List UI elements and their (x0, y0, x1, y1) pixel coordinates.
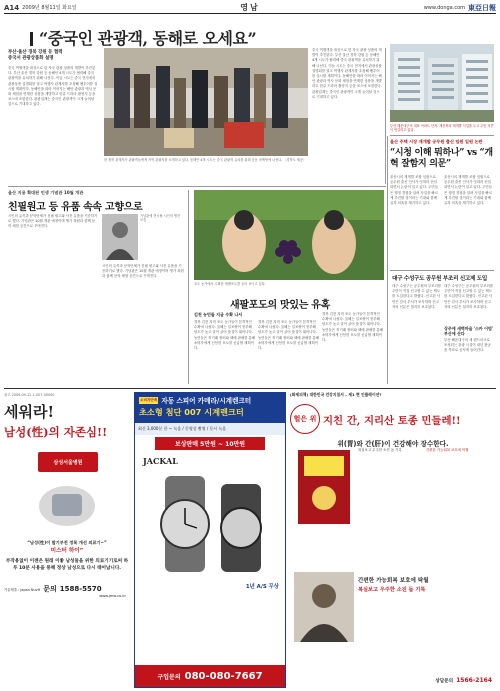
story2-portrait-caption: 기념관에 전시될 시인의 생전 모습 (140, 214, 180, 223)
ad-left-line1: 세워라! (4, 403, 55, 421)
section-name: 영남 (240, 3, 260, 12)
story3-body-a: 울산시의 재개발 조합 임원으로 공무원 출신 인사가 잇따라 선임되면서 논란이 일고 있다. 주민들은 행정 경험을 살려 사업을 빠르게 추진할 것이라는 기대와 함께 유착 의혹을 제기하고 있다. (390, 175, 438, 206)
ad-right-book-illustration (294, 446, 354, 546)
site-url[interactable]: www.donga.com (423, 4, 465, 11)
section-rule-3 (390, 270, 494, 271)
story1-photo-caption: 한 경북 관계자가 관광객들에게 지역 관광지를 소개하고 있다. 동해안 4개 시도는 중국 관광객 유치를 위해 공동 마케팅에 나선다. 〈경북도 제공〉 (104, 158, 307, 162)
ad-separator (4, 388, 496, 389)
story2-body-b: 시인의 유족과 문학단체가 친필 원고와 사진 유품을 기증하기로 했다. 기념관은 10월 개관 예정이며 생가 복원과 함께 문학 체험 공간으로 꾸며진다. (102, 264, 184, 279)
ad-middle-brand: JACKAL (143, 456, 178, 466)
ad-middle-price: 보상판매 5만원 ~ 10만원 (155, 437, 265, 450)
story4-photo-caption: 포도 농가에서 수확한 새팔포도를 들어 보이고 있다. (194, 282, 266, 286)
ad-middle-order-bar (135, 665, 285, 687)
newspaper-logo: 東亞日報 (468, 2, 496, 12)
ad-left-line2: 남성(性)의 자존심!! (4, 425, 108, 439)
story3-headline: “시청 이해 뭐하나” vs “개혁 잘함지 의문” (390, 148, 493, 169)
ad-middle-phone[interactable]: 080-080-7667 (184, 670, 263, 682)
ad-right-author-photo (294, 572, 354, 642)
ad-middle[interactable] (134, 392, 286, 688)
story5-side-headline: 상주에 새벽마을 '스카 이빔' 부산에 산다 (444, 326, 494, 336)
section-rule-right (390, 135, 494, 136)
ad-left-tech: 기술제휴 : Japan NuvH (4, 587, 41, 592)
story3-kicker: 울산 주택 시장 재개발 공무원 출신 임원 입원 논란 (390, 139, 483, 144)
story4-body-b: 경북 김천 지역 포도 농가들이 본격적인 수확에 나섰다. 올해는 일조량이 풍부해 당도가 높고 알이 굵어 품질이 뛰어나다. 농민들은 직거래 장터와 택배 판매를 통해 소비자에게 신선한 포도를 공급할 계획이다. (258, 320, 320, 351)
ad-middle-watch-illustration (135, 470, 286, 578)
story2-headline: 친필원고 등 유품 속속 고향으로 (8, 202, 143, 213)
issue-date: 2009년 8월11일 화요일 (22, 5, 77, 11)
ad-middle-warranty: 1년 A/S 무상 (245, 584, 279, 590)
main-headline: “중국인 관광객, 동해로 오세요” (30, 26, 470, 49)
ad-right[interactable] (290, 392, 496, 688)
ad-middle-subtitle: 초소형 첨단 007 시계렌크터 (139, 407, 244, 417)
story4-photo (194, 190, 384, 280)
story2-body: 시인의 유족과 문학단체가 친필 원고와 사진 유품을 기증하기로 했다. 기념관은 10월 개관 예정이며 생가 복원과 함께 문학 체험 공간으로 꾸며진다. (8, 214, 98, 229)
ad-middle-order-label: 구입문의 (157, 673, 181, 681)
story1-photo (104, 48, 308, 156)
ad-left-tag: 광고 2009-09-12-1-007-00000 (4, 393, 55, 397)
story3-body-b: 울산시의 재개발 조합 임원으로 공무원 출신 인사가 잇따라 선임되면서 논란이 일고 있다. 주민들은 행정 경험을 살려 사업을 빠르게 추진할 것이라는 기대와 함께 유착 의혹을 제기하고 있다. (444, 175, 492, 206)
ad-right-phone[interactable]: 1566-2164 (456, 677, 492, 684)
ad-left-device-illustration (4, 476, 130, 532)
ad-left-phone[interactable]: 1588-5570 (59, 585, 102, 593)
ad-right-body-a: 복실보고 우주한 소진 돕 기록 (358, 448, 402, 452)
ad-left-body: 부작용없이 이젠은 원래 이좋 남성들을 위한 의료기기로써 하루 10분 사용을 통해 정상 남성으로 다시 태어납니다. (5, 559, 129, 571)
story5-headline: 대구 수성구도 공무원 부조리 신고제 도입 (392, 276, 487, 282)
story5-body-a: 대구 수성구는 공무원의 부조리를 주민이 직접 신고할 수 있는 제도를 도입한다고 밝혔다. 신고된 사안은 감사 부서가 조사하며 신고자의 신분은 철저히 보호된다. (392, 284, 442, 309)
ad-right-top: (화제의책) 대한민국 건강지침서 – 제1 현 인플레이션? (290, 392, 382, 397)
story1-deck: 부산·울산 경북 강원 등 협력 중국서 관광상품화 설명 (8, 50, 63, 61)
ad-middle-banner (135, 393, 285, 423)
headline-bar (30, 32, 33, 46)
ad-right-title: 지친 간, 지리산 토종 민들레!! (323, 414, 461, 427)
ad-left-sub: “남성(性)이 발기부전 정복 개선 의료기~” (27, 540, 107, 545)
story1-body: 중국 여행객을 대상으로 한 자국 관광 상품의 개발이 추진된다. 부산 울산 경북 강원 등 동해안 4개 시도가 협력해 중국 관광객을 유치하기 위해 나선다. 이들 시도는 중국 현지에서 관광상품 설명회를 열고 여행사 관계자를 초청해 팸투어를 실시할 계획이다. 동해안을 따라 이어지는 해안 관광과 역사 문화 체험을 연계한 상품을 개발하고 한류 드라마 촬영지 등을 코스에 포함한다. 관광업계는 중국인 관광객이 크게 늘어날 것으로 기대하고 있다. (8, 66, 98, 107)
story3-photo-caption: 부산 해운대구의 대표 아파트 단지. 재건축과 재개발 사업을 두고 주민 의견이 엇갈리고 있다. (390, 124, 494, 133)
ad-right-book-title: 간편한 가능회복 보호에 탁월 (358, 578, 429, 584)
page-header (4, 2, 496, 14)
story5-side-body: 부산 해운대구의 새 랜드마크로 조성되는 관광 시설이 내년 완공을 목표로 공사에 들어간다. (444, 338, 491, 353)
ad-middle-title: 자동 스피어 카메라/시계렌크터 (161, 397, 252, 405)
ad-left-clinic-badge: 삼성서울병원 (38, 452, 98, 472)
story1-body-col3: 중국 여행객을 대상으로 한 자국 관광 상품의 개발이 추진된다. 부산 울산 경북 강원 등 동해안 4개 시도가 협력해 중국 관광객을 유치하기 위해 나선다. 이들 시도는 중국 현지에서 관광상품 설명회를 열고 여행사 관계자를 초청해 팸투어를 실시할 계획이다. 동해안을 따라 이어지는 해안 관광과 역사 문화 체험을 연계한 상품을 개발하고 한류 드라마 촬영지 등을 코스에 포함한다. 관광업계는 중국인 관광객이 크게 늘어날 것으로 기대하고 있다. (312, 48, 382, 99)
story4-body-a: 경북 김천 지역 포도 농가들이 본격적인 수확에 나섰다. 올해는 일조량이 풍부해 당도가 높고 알이 굵어 품질이 뛰어나다. 농민들은 직거래 장터와 택배 판매를 통해 소비자에게 신선한 포도를 공급할 계획이다. (194, 320, 256, 351)
ad-left-site[interactable]: www.jmw.co.kr (99, 594, 126, 598)
story2-portrait (102, 214, 138, 260)
ad-left-phone-label: 문의 (43, 585, 57, 593)
story3-photo (390, 44, 494, 122)
ad-right-company: 상담문의 (435, 678, 454, 684)
story4-subhead: 김천 농민들 지금 수확 나서 (194, 312, 243, 317)
ad-left[interactable] (4, 392, 130, 688)
ad-right-body-b: 간편한 가능회복 보호에 탁월 (426, 448, 469, 452)
column-rule-2 (188, 190, 189, 384)
story4-body-c: 경북 김천 지역 포도 농가들이 본격적인 수확에 나섰다. 올해는 일조량이 풍부해 당도가 높고 알이 굵어 품질이 뛰어나다. 농민들은 직거래 장터와 택배 판매를 통해 소비자에게 신선한 포도를 공급할 계획이다. (322, 312, 384, 343)
story2-kicker: 울산 지용 확대된 인생 기념관 10월 개관 (8, 190, 84, 195)
section-rule (8, 186, 386, 187)
ad-left-brand: 미스터 하이” (50, 548, 84, 554)
story5-body-b: 대구 수성구는 공무원의 부조리를 주민이 직접 신고할 수 있는 제도를 도입한다고 밝혔다. 신고된 사안은 감사 부서가 조사하며 신고자의 신분은 철저히 보호된다. (444, 284, 494, 309)
ad-middle-badge: 소비자만족 (140, 397, 158, 402)
ad-right-book-sub: 복실보고 우주한 소진 돕 기록 (358, 587, 426, 593)
column-rule-3 (387, 136, 388, 384)
page-number: A14 (4, 3, 20, 12)
column-rule (385, 48, 386, 184)
ad-right-sub: 위(胃)와 간(肝)이 건강해야 장수한다. (337, 440, 449, 448)
story4-headline: 새팔포도의 맛있는 유혹 (230, 300, 330, 311)
ad-right-circle: 헐은 위 (290, 404, 320, 434)
ad-middle-line: 최신 3,000분 한 ~ 녹음 / 동영상 촬영 / 동시 녹음 (135, 423, 285, 435)
